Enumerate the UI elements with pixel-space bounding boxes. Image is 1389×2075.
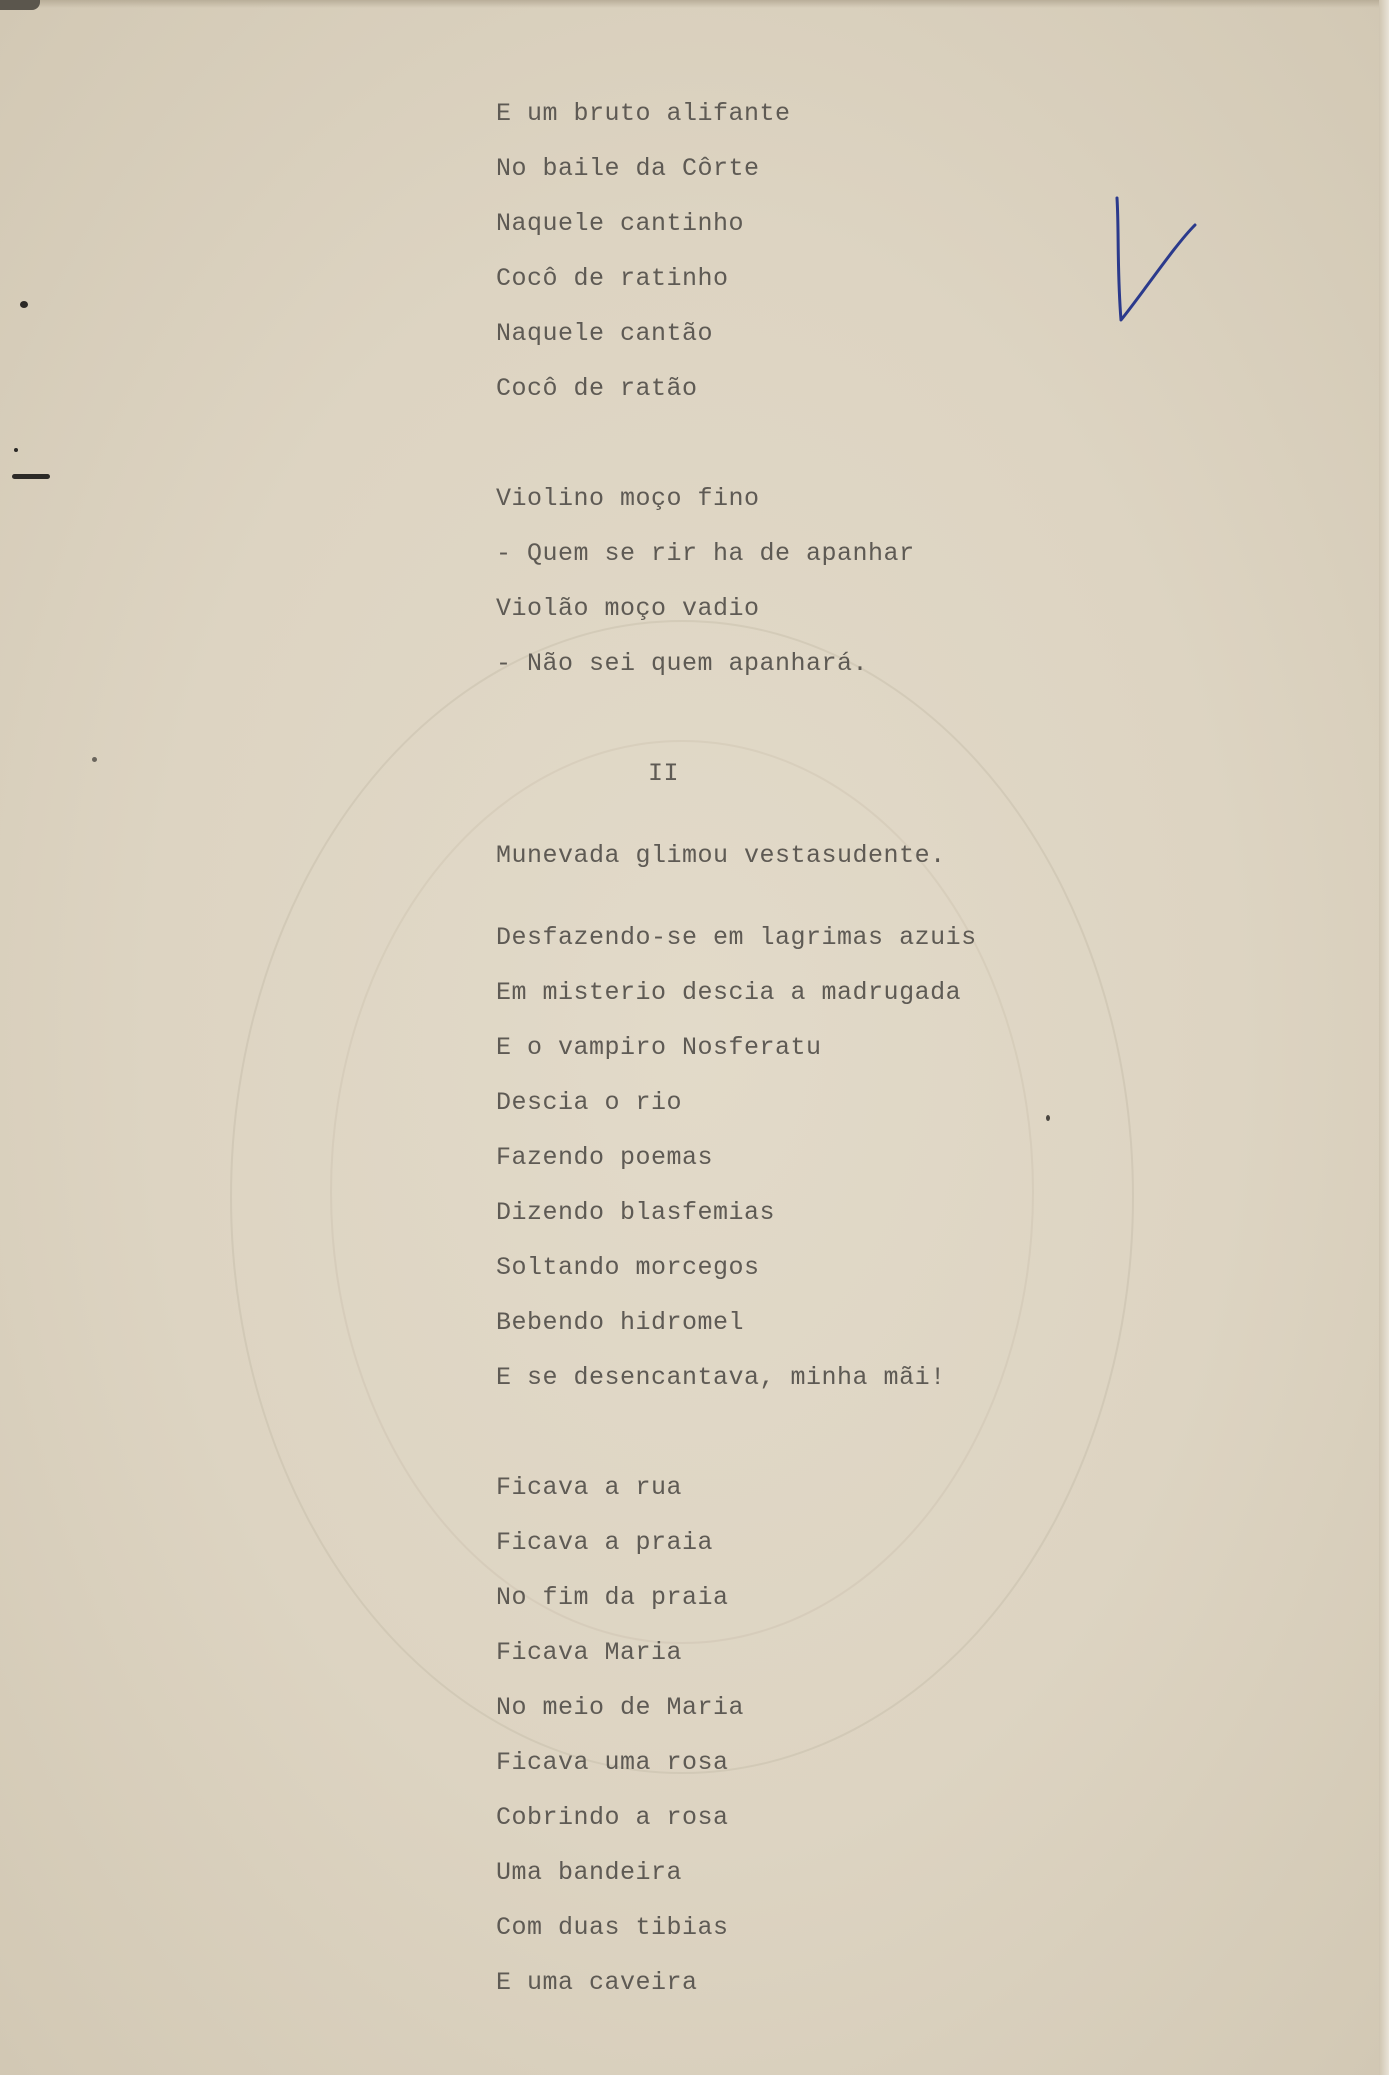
page-top-edge <box>0 0 1389 8</box>
margin-speck <box>12 474 50 479</box>
poem-line: No meio de Maria <box>496 1693 745 1722</box>
poem-line: E uma caveira <box>496 1968 698 1997</box>
poem-line: Desfazendo-se em lagrimas azuis <box>496 923 977 952</box>
poem-line: Ficava Maria <box>496 1638 683 1667</box>
poem-line: Ficava uma rosa <box>496 1748 729 1777</box>
margin-speck <box>20 301 28 308</box>
poem-line: Bebendo hidromel <box>496 1308 745 1337</box>
poem-line: Cobrindo a rosa <box>496 1803 729 1832</box>
poem-line: Cocô de ratão <box>496 374 698 403</box>
poem-line: Naquele cantinho <box>496 209 745 238</box>
poem-line: Fazendo poemas <box>496 1143 714 1172</box>
poem-line: Naquele cantão <box>496 319 714 348</box>
poem-line: - Não sei quem apanhará. <box>496 649 869 678</box>
poem-line: Soltando morcegos <box>496 1253 760 1282</box>
poem-line: Violão moço vadio <box>496 594 760 623</box>
poem-line: E um bruto alifante <box>496 99 791 128</box>
poem-line: Em misterio descia a madrugada <box>496 978 962 1007</box>
poem-text <box>496 86 1056 2010</box>
poem-line: E o vampiro Nosferatu <box>496 1033 822 1062</box>
poem-line: Dizendo blasfemias <box>496 1198 776 1227</box>
poem-line: No baile da Côrte <box>496 154 760 183</box>
checkmark-icon <box>1105 190 1205 330</box>
poem-line: Com duas tibias <box>496 1913 729 1942</box>
poem-line: No fim da praia <box>496 1583 729 1612</box>
stanza-2 <box>496 471 1056 691</box>
poem-line: Ficava a praia <box>496 1528 714 1557</box>
poem-line: E se desencantava, minha mãi! <box>496 1363 946 1392</box>
poem-line: Descia o rio <box>496 1088 683 1117</box>
stanza-1 <box>496 86 1056 416</box>
margin-speck <box>14 448 18 452</box>
epigraph: Munevada glimou vestasudente. <box>496 841 946 870</box>
margin-speck <box>92 757 97 762</box>
poem-line: Violino moço fino <box>496 484 760 513</box>
poem-line: Uma bandeira <box>496 1858 683 1887</box>
stanza-3 <box>496 910 1056 1405</box>
corner-stain <box>0 0 40 10</box>
poem-line: Cocô de ratinho <box>496 264 729 293</box>
poem-line: - Quem se rir ha de apanhar <box>496 539 915 568</box>
poem-line: Ficava a rua <box>496 1473 683 1502</box>
page-right-edge <box>1379 0 1389 2075</box>
stanza-4 <box>496 1460 1056 2010</box>
section-heading: II <box>648 759 680 788</box>
